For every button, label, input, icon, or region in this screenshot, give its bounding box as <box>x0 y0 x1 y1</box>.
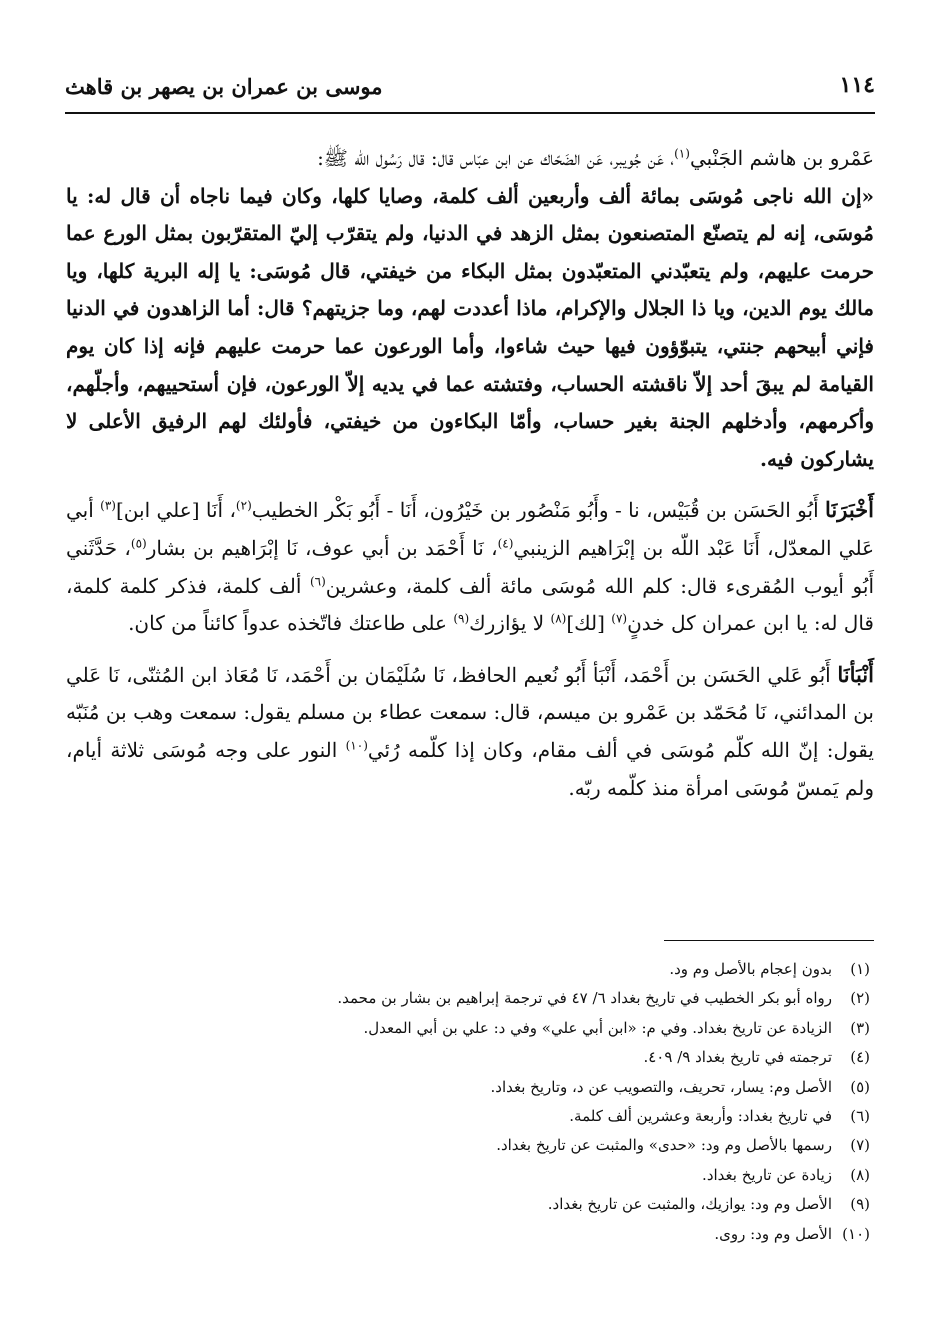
footnote-number: (٤) <box>850 1048 870 1067</box>
footnote-item <box>70 1102 870 1131</box>
page-number: ١١٤ <box>839 72 875 98</box>
footnote-text: ترجمته في تاريخ بغداد ٩/ ٤٠٩. <box>643 1048 832 1067</box>
text-segment: ، حَدَّثَني أَبُو أيوب المُقرىء قال: كلم الله مُوسَى مائة ألف كلمة، وعشرين <box>66 535 874 598</box>
footnote-text: الأصل وم ود: يوازيك، والمثبت عن تاريخ بغداد. <box>547 1195 832 1214</box>
footnote-item <box>70 1043 870 1072</box>
footnote-ref[interactable]: (٧) <box>611 611 628 626</box>
text-segment: عَمْرو بن هاشم الجَنْبي <box>689 146 874 170</box>
footnote-text: الأصل وم ود: روى. <box>714 1224 832 1243</box>
footnote-ref[interactable]: (٣) <box>100 498 116 513</box>
footnote-text: الأصل وم: يسار، تحريف، والتصويب عن د، وتاريخ بغداد. <box>490 1077 832 1096</box>
lead-word: أَخْبَرَنَا <box>825 497 874 523</box>
narration-paragraph <box>66 656 874 807</box>
footnote-item <box>70 1073 870 1102</box>
page-header <box>65 70 875 114</box>
footnote-ref[interactable]: (٥) <box>130 536 147 551</box>
text-segment: أَبُو عَلي الحَسَن بن أَحْمَد، أَنْبَأ أَبُو نُعيم الحافظ، نَا سُلَيْمَان بن أَحْمَد، نَا مُعَاذ ابن المُثنّى، نَا عَلي بن المدائني، نَا مُحَمّد بن عَمْرو بن ميسم، قال: سمعت عطاء بن مسلم يقول: سمعت وهب بن مُنَبّه يقول: إنّ الله كلّم مُوسَى في ألف مقام، وكان إذا كلّمه رُئي <box>66 662 874 762</box>
text-segment: ، نَا أَحْمَد بن أبي عوف، نَا إبْرَاهيم بن بشار <box>146 535 498 560</box>
footnote-number: (٦) <box>850 1107 870 1126</box>
footnote-number: (١) <box>850 960 870 978</box>
footnote-item <box>70 984 870 1013</box>
footnote-ref[interactable]: (٨) <box>550 611 567 626</box>
footnote-text: زيادة عن تاريخ بغداد. <box>702 1165 832 1184</box>
footnote-number: (٧) <box>850 1136 870 1155</box>
text-segment: أبي عَلي المعدّل، أَنَا عَبْد اللّه بن إبْرَاهيم الزينبي <box>66 498 874 560</box>
footnote-ref[interactable]: (٤) <box>497 536 514 551</box>
text-segment: على طاعتك فاتّخذه عدواً كائناً من كان. <box>128 611 454 636</box>
footnote-text: في تاريخ بغداد: وأربعة وعشرين ألف كلمة. <box>569 1107 832 1126</box>
footnote-ref[interactable]: (١) <box>674 146 690 161</box>
footnote-item <box>70 1131 870 1160</box>
text-segment: ، أَنَا [علي ابن] <box>115 498 236 523</box>
text-segment: لا يؤازرك <box>469 611 551 636</box>
hadith-paragraph: «إن الله ناجى مُوسَى بمائة ألف وأربعين ألف كلمة، وصايا كلها، وكان فيما ناجاه أن قال له: يا مُوسَى، إنه لم يتصنّع المتصنعون بمثل الزهد في الدنيا، ولم يتقرّب إليّ المتقرّبون بمثل الورع عما حرمت عليهم، ولم يتعبّدني المتعبّدون بمثل البكاء من خيفتي، قال مُوسَى: يا إله البرية كلها، ويا مالك يوم الدين، ويا ذا الجلال والإكرام، ماذا أعددت لهم، وما جزيتهم؟ قال: أما الزاهدون في الدنيا فإني أبيحهم جنتي، يتبوّؤون فيها حيث شاءوا، وأما الورعون عما حرمت عليهم فإنه إذا كان يوم القيامة لم يبقَ أحد إلاّ ناقشته الحساب، وفتشته عما في يديه إلاّ الورعون، فإن أستحييهم، وأجلّهم، وأكرمهم، وأدخلهم الجنة بغير حساب، وأمّا البكاءون من خيفتي، فأولئك لهم الرفيق الأعلى لا يشاركون فيه. <box>66 183 874 471</box>
footnote-number: (٢) <box>850 989 870 1008</box>
isnad-paragraph <box>66 140 874 178</box>
running-title: موسى بن عمران بن يصهر بن قاهث <box>65 74 383 99</box>
footnote-item <box>70 1220 870 1249</box>
lead-word: أَنْبَأنَا <box>837 661 874 687</box>
footnote-divider <box>664 940 874 941</box>
footnote-text: رواه أبو بكر الخطيب في تاريخ بغداد ٦/ ٤٧ في ترجمة إبراهيم بن بشار بن محمد. <box>337 989 832 1008</box>
text-segment: ألف كلمة، فذكر كلمة كلمة، قال له: يا ابن عمران كل خدنٍ <box>66 573 874 636</box>
footnote-ref[interactable]: (٢) <box>235 498 252 513</box>
footnote-number: (٣) <box>850 1018 870 1037</box>
footnote-text: بدون إعجام بالأصل وم ود. <box>669 960 832 978</box>
footnote-item <box>70 1014 870 1043</box>
footnote-ref[interactable]: (٦) <box>309 573 326 588</box>
footnote-ref[interactable]: (١٠) <box>345 738 368 753</box>
footnote-number: (١٠) <box>842 1224 870 1243</box>
footnotes <box>70 955 870 1249</box>
text-segment: أَبُو الحَسَن بن قُبَيْس، نا - وأَبُو مَنْصُور بن خَيْرُون، أَنَا - أَبُو بَكْر الخطيب <box>251 498 825 523</box>
footnote-text: الزيادة عن تاريخ بغداد. وفي م: «ابن أبي علي» وفي د: علي بن أبي المعدل. <box>363 1018 832 1037</box>
footnote-item <box>70 955 870 984</box>
footnote-text: رسمها بالأصل وم ود: «حدى» والمثبت عن تاريخ بغداد. <box>496 1136 832 1155</box>
text-segment: النور على وجه مُوسَى ثلاثة أيام، ولم يَمسّ مُوسَى امرأة منذ كلّمه ربّه. <box>66 737 874 800</box>
narration-paragraph <box>66 491 874 642</box>
main-text <box>66 140 874 807</box>
footnote-number: (٩) <box>850 1195 870 1214</box>
text-segment: ، عَن جُويبر، عَن الضَحّاك عن ابن عبّاس قال: قال رَسُول الله ﷺ: <box>317 146 675 170</box>
footnote-ref[interactable]: (٩) <box>453 611 470 626</box>
footnote-number: (٥) <box>850 1077 870 1096</box>
text-segment: [لك] <box>566 611 612 636</box>
footnote-item <box>70 1190 870 1219</box>
footnote-number: (٨) <box>850 1165 870 1184</box>
footnote-item <box>70 1161 870 1190</box>
